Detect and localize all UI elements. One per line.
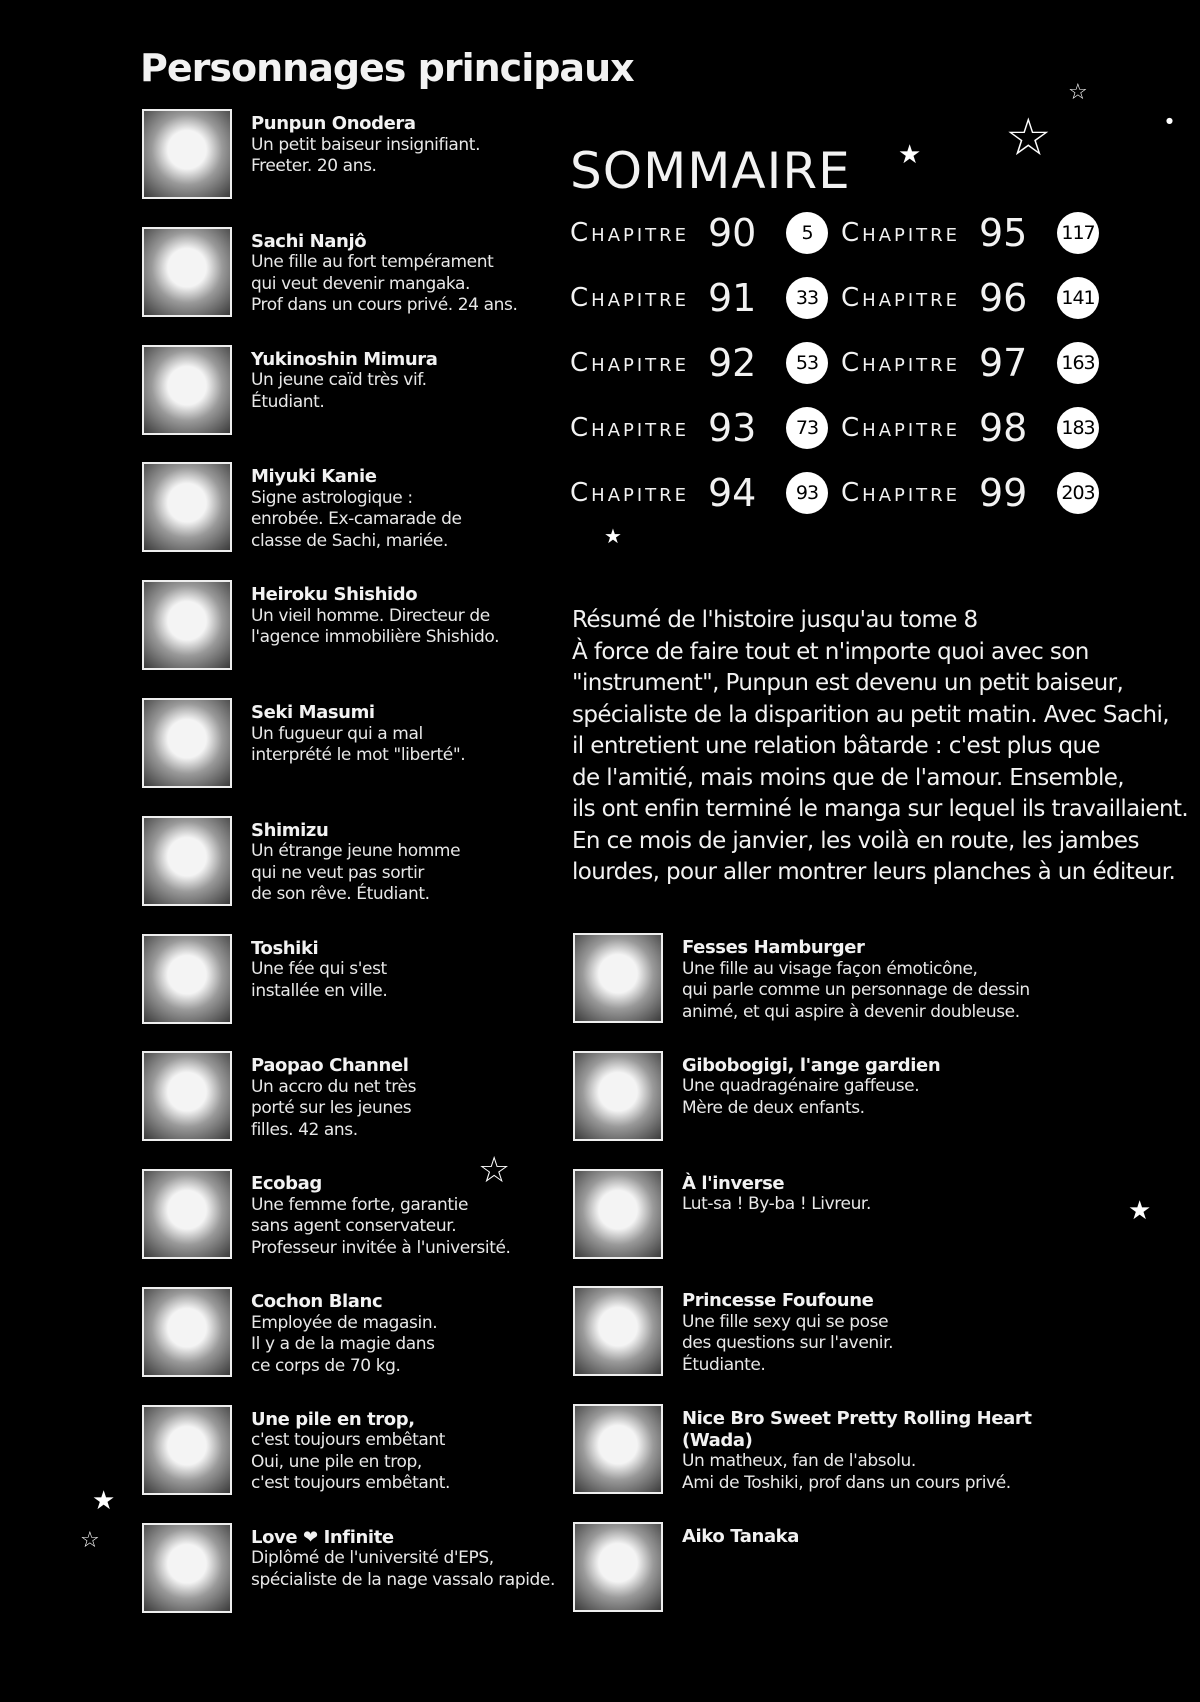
character-name: Punpun Onodera bbox=[251, 113, 416, 134]
character-description: Signe astrologique : enrobée. Ex-camarade de classe de Sachi, mariée. bbox=[251, 487, 462, 551]
chapter-label: Chapitre bbox=[570, 478, 690, 508]
character-description: Un vieil homme. Directeur de l'agence immobilière Shishido. bbox=[251, 605, 500, 648]
chapter-entry bbox=[841, 403, 1099, 453]
character-entry bbox=[142, 1405, 622, 1505]
character-portrait bbox=[573, 1051, 663, 1141]
character-text bbox=[682, 1290, 893, 1376]
chapter-number: 90 bbox=[708, 211, 757, 255]
summary-line: "instrument", Punpun est devenu un petit baiseur, bbox=[572, 670, 1124, 696]
character-entry bbox=[142, 580, 622, 680]
chapter-page-badge: 117 bbox=[1057, 212, 1099, 254]
chapter-label: Chapitre bbox=[570, 348, 690, 378]
chapter-page-badge: 141 bbox=[1057, 277, 1099, 319]
character-entry bbox=[573, 1169, 1053, 1269]
character-text bbox=[682, 1055, 940, 1120]
character-text bbox=[251, 820, 460, 906]
character-entry bbox=[142, 109, 622, 209]
chapter-number: 96 bbox=[979, 276, 1028, 320]
character-entry bbox=[142, 1523, 622, 1623]
chapter-entry bbox=[841, 208, 1099, 258]
chapter-label: Chapitre bbox=[841, 348, 961, 378]
character-name: Ecobag bbox=[251, 1173, 322, 1195]
character-description: Un jeune caïd très vif. Étudiant. bbox=[251, 370, 427, 412]
star-icon: ☆ bbox=[478, 1150, 511, 1191]
chapter-page-badge: 93 bbox=[786, 472, 828, 514]
character-portrait bbox=[573, 933, 663, 1023]
character-portrait bbox=[142, 1405, 232, 1495]
character-name: Aiko Tanaka bbox=[682, 1526, 800, 1547]
character-description: Un étrange jeune homme qui ne veut pas sortir de son rêve. Étudiant. bbox=[251, 841, 461, 905]
chapter-number: 97 bbox=[979, 341, 1028, 385]
character-name: Miyuki Kanie bbox=[251, 466, 377, 488]
character-text bbox=[682, 1526, 799, 1548]
chapter-label: Chapitre bbox=[570, 218, 690, 248]
character-entry bbox=[142, 816, 622, 916]
star-icon: ★ bbox=[1128, 1196, 1152, 1226]
chapter-entry bbox=[841, 273, 1099, 323]
character-description: Un accro du net très porté sur les jeunes filles. 42 ans. bbox=[251, 1076, 417, 1140]
character-text bbox=[682, 937, 1030, 1023]
character-name: Fesses Hamburger bbox=[682, 937, 865, 958]
page-title: Personnages principaux bbox=[140, 46, 634, 90]
character-entry bbox=[142, 227, 622, 327]
character-text bbox=[251, 584, 499, 649]
chapter-page-badge: 5 bbox=[786, 212, 828, 254]
chapter-page-badge: 33 bbox=[786, 277, 828, 319]
character-text bbox=[251, 113, 480, 178]
chapter-entry bbox=[570, 273, 828, 323]
chapter-entry bbox=[570, 208, 828, 258]
character-name: Love ❤ Infinite bbox=[251, 1526, 394, 1548]
character-name: Seki Masumi bbox=[251, 702, 375, 723]
character-name: Shimizu bbox=[251, 819, 329, 841]
summary-line: il entretient une relation bâtarde : c'est plus que bbox=[572, 733, 1100, 759]
character-portrait bbox=[142, 109, 232, 199]
character-text bbox=[251, 1173, 511, 1259]
character-entry bbox=[573, 1051, 1053, 1151]
chapter-label: Chapitre bbox=[841, 413, 961, 443]
chapter-number: 95 bbox=[979, 211, 1028, 255]
character-description: Employée de magasin. Il y a de la magie dans ce corps de 70 kg. bbox=[251, 1312, 438, 1376]
chapter-number: 98 bbox=[979, 406, 1028, 450]
character-name: Princesse Foufoune bbox=[682, 1290, 874, 1312]
character-entry bbox=[142, 1051, 622, 1151]
summary-line: spécialiste de la disparition au petit matin. Avec Sachi, bbox=[572, 701, 1169, 728]
character-text bbox=[251, 1055, 416, 1141]
chapter-page-badge: 203 bbox=[1057, 472, 1099, 514]
character-name: Toshiki bbox=[251, 937, 319, 959]
character-text bbox=[251, 1291, 437, 1377]
character-description: Lut-sa ! By-ba ! Livreur. bbox=[682, 1194, 871, 1215]
story-summary bbox=[572, 605, 1188, 889]
star-icon: ☆ bbox=[80, 1528, 100, 1553]
character-text bbox=[251, 1409, 450, 1495]
character-name: Gibobogigi, l'ange gardien bbox=[682, 1054, 941, 1076]
chapter-entry bbox=[841, 338, 1099, 388]
character-description: Une fée qui s'est installée en ville. bbox=[251, 959, 388, 1001]
character-portrait bbox=[142, 345, 232, 435]
character-text bbox=[251, 938, 387, 1003]
character-description: Un fugueur qui a mal interprété le mot "liberté". bbox=[251, 723, 466, 765]
chapter-entry bbox=[570, 468, 828, 518]
character-entry bbox=[142, 934, 622, 1034]
chapter-number: 99 bbox=[979, 471, 1028, 515]
star-icon: ☆ bbox=[1005, 108, 1052, 168]
character-entry bbox=[142, 1169, 622, 1269]
chapter-number: 93 bbox=[708, 406, 757, 450]
character-text bbox=[251, 466, 462, 552]
character-portrait bbox=[142, 1523, 232, 1613]
chapter-number: 92 bbox=[708, 341, 757, 385]
character-description: Un matheux, fan de l'absolu. Ami de Toshiki, prof dans un cours privé. bbox=[682, 1451, 1011, 1493]
character-portrait bbox=[142, 227, 232, 317]
character-entry bbox=[573, 1522, 1053, 1622]
chapter-label: Chapitre bbox=[570, 413, 690, 443]
character-name: Cochon Blanc bbox=[251, 1291, 383, 1312]
character-description: c'est toujours embêtant Oui, une pile en trop, c'est toujours embêtant. bbox=[251, 1430, 450, 1494]
character-name: Heiroku Shishido bbox=[251, 584, 418, 606]
character-text bbox=[682, 1408, 1053, 1494]
character-text bbox=[682, 1173, 871, 1216]
character-description: Diplômé de l'université d'EPS, spécialiste de la nage vassalo rapide. bbox=[251, 1548, 555, 1590]
summary-line: ils ont enfin terminé le manga sur lequel ils travaillaient. bbox=[572, 796, 1189, 822]
character-portrait bbox=[142, 1169, 232, 1259]
character-description: Une femme forte, garantie sans agent conservateur. Professeur invitée à l'université. bbox=[251, 1194, 511, 1258]
summary-line: À force de faire tout et n'importe quoi avec son bbox=[572, 638, 1089, 665]
chapter-page-badge: 53 bbox=[786, 342, 828, 384]
summary-line: de l'amitié, mais moins que de l'amour. Ensemble, bbox=[572, 764, 1124, 791]
character-entry bbox=[142, 698, 622, 798]
character-text bbox=[251, 702, 465, 767]
chapter-entry bbox=[841, 468, 1099, 518]
character-entry bbox=[142, 1287, 622, 1387]
character-portrait bbox=[142, 934, 232, 1024]
chapter-label: Chapitre bbox=[570, 283, 690, 313]
character-text bbox=[251, 349, 438, 414]
chapter-number: 91 bbox=[708, 276, 757, 320]
star-icon: ● bbox=[1166, 116, 1173, 125]
character-portrait bbox=[142, 1051, 232, 1141]
character-text bbox=[251, 231, 517, 317]
character-entry bbox=[142, 345, 622, 445]
character-portrait bbox=[573, 1169, 663, 1259]
character-name: Sachi Nanjô bbox=[251, 230, 367, 252]
summary-line: lourdes, pour aller montrer leurs planches à un éditeur. bbox=[572, 859, 1176, 885]
chapter-label: Chapitre bbox=[841, 218, 961, 248]
character-portrait bbox=[142, 1287, 232, 1377]
character-portrait bbox=[142, 580, 232, 670]
chapter-label: Chapitre bbox=[841, 478, 961, 508]
character-text bbox=[251, 1527, 555, 1592]
star-icon: ★ bbox=[92, 1486, 116, 1516]
chapter-page-badge: 73 bbox=[786, 407, 828, 449]
character-entry bbox=[573, 1404, 1053, 1504]
character-portrait bbox=[142, 698, 232, 788]
character-description: Une fille au visage façon émoticône, qui parle comme un personnage de dessin animé, et qui aspire à devenir doubleuse. bbox=[682, 958, 1030, 1022]
character-entry bbox=[573, 933, 1053, 1033]
sommaire-title: SOMMAIRE bbox=[570, 142, 851, 200]
character-name: Yukinoshin Mimura bbox=[251, 348, 438, 370]
character-name: Nice Bro Sweet Pretty Rolling Heart (Wada) bbox=[682, 1408, 1032, 1451]
character-portrait bbox=[573, 1404, 663, 1494]
character-description: Une fille au fort tempérament qui veut devenir mangaka. Prof dans un cours privé. 24 ans. bbox=[251, 252, 518, 316]
chapter-entry bbox=[570, 338, 828, 388]
character-entry bbox=[573, 1286, 1053, 1386]
character-name: À l'inverse bbox=[682, 1172, 785, 1194]
character-entry bbox=[142, 462, 622, 562]
chapter-entry bbox=[570, 403, 828, 453]
character-portrait bbox=[573, 1522, 663, 1612]
chapter-number: 94 bbox=[708, 471, 757, 515]
character-name: Paopao Channel bbox=[251, 1055, 409, 1077]
star-icon: ☆ bbox=[1068, 80, 1088, 105]
character-description: Un petit baiseur insignifiant. Freeter. 20 ans. bbox=[251, 134, 481, 176]
star-icon: ★ bbox=[898, 140, 922, 170]
summary-line: Résumé de l'histoire jusqu'au tome 8 bbox=[572, 607, 978, 633]
character-portrait bbox=[573, 1286, 663, 1376]
star-icon: ★ bbox=[604, 524, 622, 548]
character-description: Une quadragénaire gaffeuse. Mère de deux enfants. bbox=[682, 1076, 920, 1118]
chapter-page-badge: 163 bbox=[1057, 342, 1099, 384]
character-portrait bbox=[142, 462, 232, 552]
character-name: Une pile en trop, bbox=[251, 1408, 415, 1430]
character-description: Une fille sexy qui se pose des questions sur l'avenir. Étudiante. bbox=[682, 1311, 894, 1375]
character-portrait bbox=[142, 816, 232, 906]
chapter-label: Chapitre bbox=[841, 283, 961, 313]
summary-line: En ce mois de janvier, les voilà en route, les jambes bbox=[572, 827, 1139, 854]
chapter-page-badge: 183 bbox=[1057, 407, 1099, 449]
